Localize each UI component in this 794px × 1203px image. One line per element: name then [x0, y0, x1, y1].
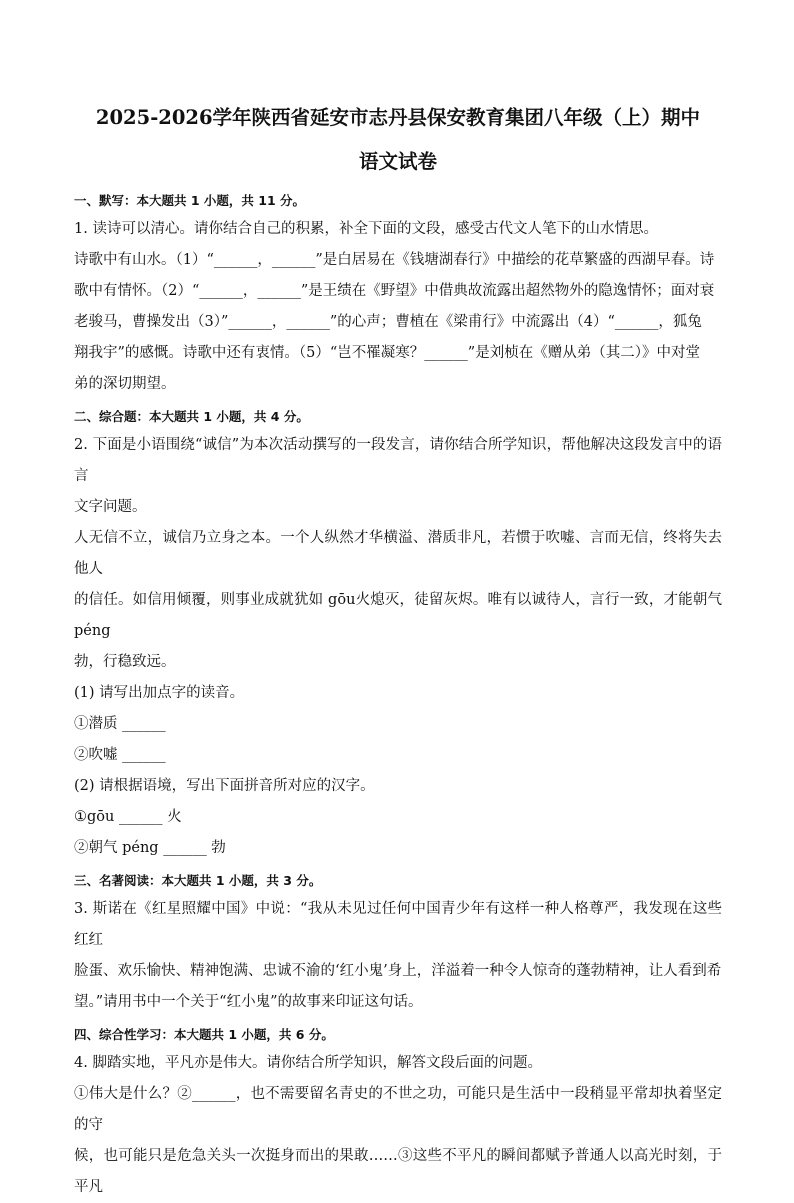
question-3-line: 3. 斯诺在《红星照耀中国》中说：“我从未见过任何中国青少年有这样一种人格尊严，我发现在这些红红: [74, 901, 722, 948]
question-2-sub1-item: ①潜质 ______: [74, 716, 166, 732]
question-2-stem: 文字问题。: [74, 499, 147, 515]
question-2-passage: 人无信不立，诚信乃立身之本。一个人纵然才华横溢、潜质非凡，若惯于吹嘘、言而无信，终将失去他人: [74, 530, 722, 577]
section-heading: [74, 1024, 722, 1046]
exam-title-line2: 语文试卷: [358, 150, 437, 173]
section-desc: 本大题共 1 小题，共 3 分。: [161, 873, 322, 888]
question-1-line: 歌中有情怀。（2）“______，______”是王绩在《野望》中借典故流露出超然物外的隐逸情怀；面对衰: [74, 283, 715, 299]
question-3-line: 脸蛋、欢乐愉快、精神饱满、忠诚不渝的‘红小鬼’身上，洋溢着一种令人惊奇的蓬勃精神，让人看到希: [74, 963, 722, 979]
question-2-stem: 2. 下面是小语围绕“诚信”为本次活动撰写的一段发言，请你结合所学知识，帮他解决这段发言中的语言: [74, 437, 722, 484]
question-1-line: 弟的深切期望。: [74, 376, 176, 392]
section-head: 三、名著阅读：: [74, 873, 162, 888]
question-2-sub1: (1) 请写出加点字的读音。: [74, 685, 245, 701]
question-2-sub2-item: ①gōu ______ 火: [74, 809, 182, 825]
section-head: 二、综合题：: [74, 409, 150, 424]
section-head: 一、默写：: [74, 193, 137, 208]
question-4-stem: 4. 脚踏实地，平凡亦是伟大。请你结合所学知识，解答文段后面的问题。: [74, 1055, 542, 1071]
section-desc: 本大题共 1 小题，共 6 分。: [174, 1027, 334, 1042]
section-heading: [74, 870, 722, 892]
section-heading: [74, 406, 722, 428]
question-2-passage: 勃，行稳致远。: [74, 654, 176, 670]
exam-title-line1: 2025-2026学年陕西省延安市志丹县保安教育集团八年级（上）期中: [95, 106, 701, 129]
question-4-line: ①伟大是什么？②______，也不需要留名青史的不世之功，可能只是生活中一段稍显平常却执着坚定的守: [74, 1086, 722, 1133]
section-heading: [74, 190, 722, 212]
question-2-sub1-item: ②吹嘘 ______: [74, 747, 166, 763]
question-1-line: 翔我宇”的感慨。诗歌中还有衷情。（5）“岂不罹凝寒？______”是刘桢在《赠从弟（其二）》中对堂: [74, 345, 700, 361]
question-3-line: 望。”请用书中一个关于“红小鬼”的故事来印证这句话。: [74, 994, 423, 1010]
question-4-line: 候，也可能只是危急关头一次挺身而出的果敢……③这些不平凡的瞬间都赋予普通人以高光时刻，于平凡: [74, 1148, 722, 1195]
question-2-sub2-item: ②朝气 péng ______ 勃: [74, 840, 226, 856]
section-desc: 本大题共 1 小题，共 11 分。: [136, 193, 306, 208]
question-1-stem: 1. 读诗可以清心。请你结合自己的积累，补全下面的文段，感受古代文人笔下的山水情思。: [74, 221, 658, 237]
question-1-line: 老骏马，曹操发出（3）”______，______”的心声；曹植在《梁甫行》中流露出（4）“______，狐兔: [74, 314, 702, 330]
section-head: 四、综合性学习：: [74, 1027, 175, 1042]
question-2-passage: 的信任。如信用倾覆，则事业成就犹如 gōu火熄灭，徒留灰烬。唯有以诚待人，言行一致，才能朝气 péng: [74, 592, 722, 639]
question-2-sub2: (2) 请根据语境，写出下面拼音所对应的汉字。: [74, 778, 375, 794]
exam-page: [74, 96, 722, 1203]
question-1-line: 诗歌中有山水。（1）“______，______”是白居易在《钱塘湖春行》中描绘的花草繁盛的西湖早春。诗: [74, 252, 715, 268]
section-desc: 本大题共 1 小题，共 4 分。: [149, 409, 309, 424]
